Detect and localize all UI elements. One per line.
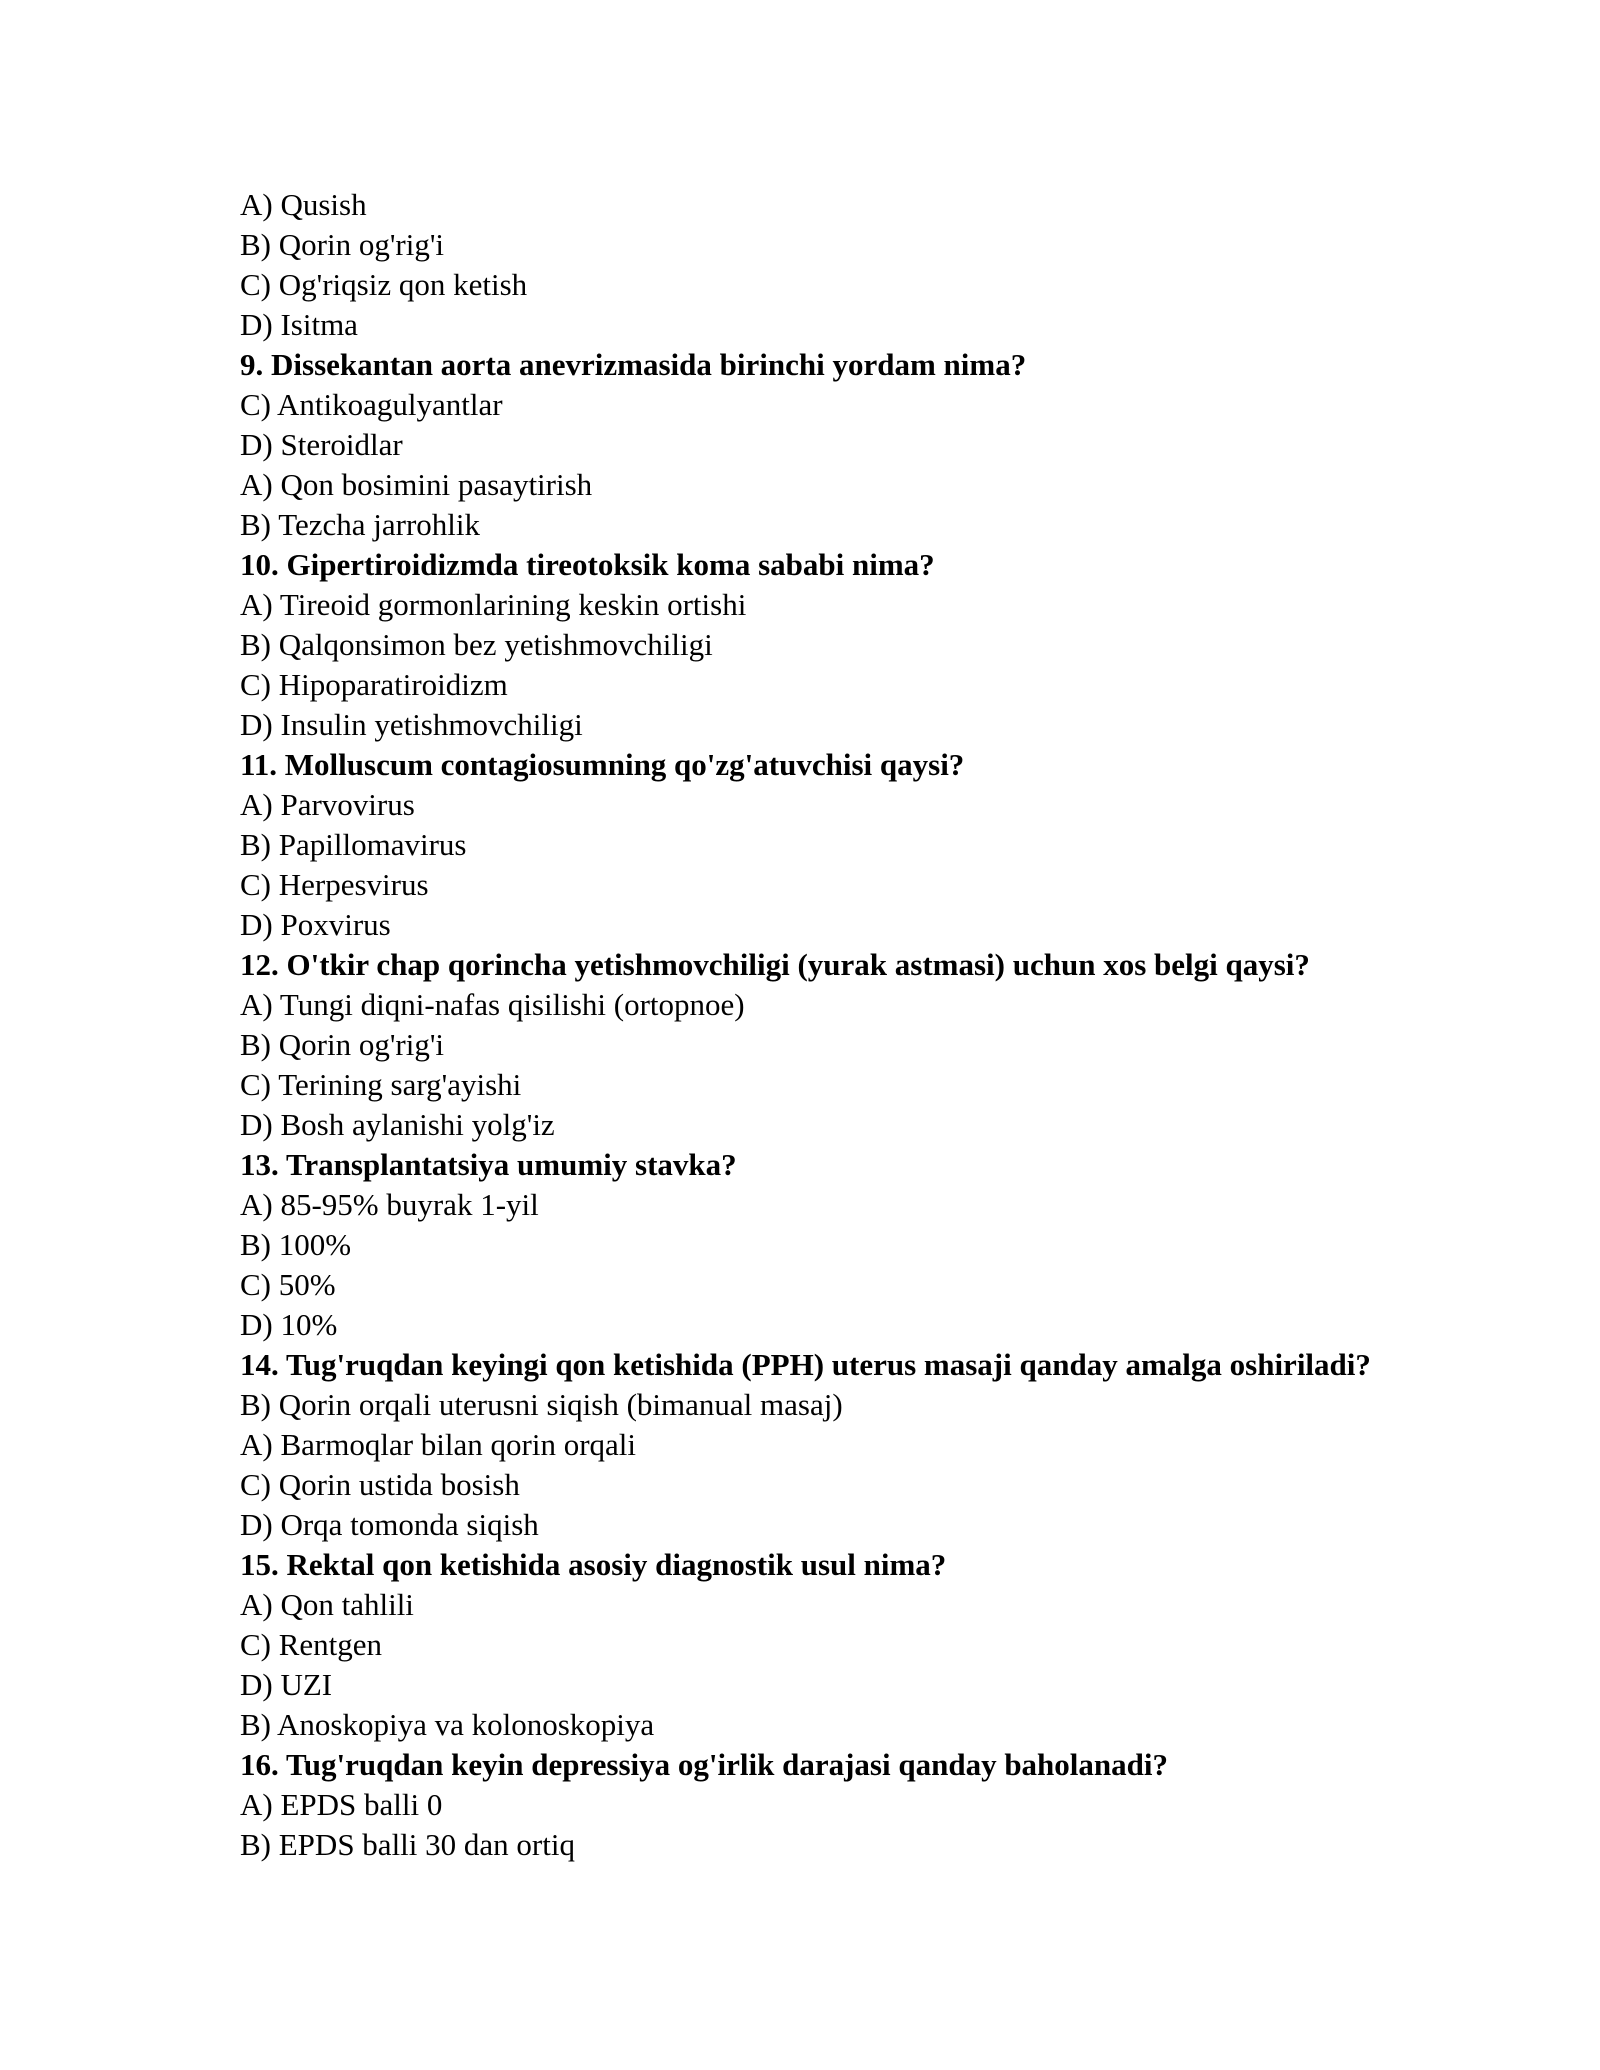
answer-option: A) 85-95% buyrak 1-yil — [240, 1187, 539, 1222]
answer-option: D) UZI — [240, 1667, 333, 1702]
question-text: 10. Gipertiroidizmda tireotoksik koma sababi nima? — [240, 547, 935, 582]
answer-option: B) Qalqonsimon bez yetishmovchiligi — [240, 627, 713, 662]
answer-option: A) Tungi diqni-nafas qisilishi (ortopnoe) — [240, 987, 745, 1022]
question-text: 11. Molluscum contagiosumning qo'zg'atuvchisi qaysi? — [240, 747, 965, 782]
answer-option: B) EPDS balli 30 dan ortiq — [240, 1827, 575, 1862]
answer-option: D) Insulin yetishmovchiligi — [240, 707, 583, 742]
answer-option: C) 50% — [240, 1267, 336, 1302]
answer-option: A) Qon bosimini pasaytirish — [240, 467, 593, 502]
question-text: 15. Rektal qon ketishida asosiy diagnostik usul nima? — [240, 1547, 947, 1582]
answer-option: A) Parvovirus — [240, 787, 415, 822]
answer-option: C) Rentgen — [240, 1627, 383, 1662]
answer-option: C) Qorin ustida bosish — [240, 1467, 520, 1502]
answer-option: B) 100% — [240, 1227, 352, 1262]
answer-option: D) Steroidlar — [240, 427, 403, 462]
question-text: 16. Tug'ruqdan keyin depressiya og'irlik darajasi qanday baholanadi? — [240, 1747, 1169, 1782]
question-text: 9. Dissekantan aorta anevrizmasida birinchi yordam nima? — [240, 347, 1027, 382]
answer-option: B) Qorin orqali uterusni siqish (bimanual masaj) — [240, 1387, 843, 1422]
answer-option: D) Orqa tomonda siqish — [240, 1507, 539, 1542]
answer-option: D) 10% — [240, 1307, 338, 1342]
answer-option: C) Terining sarg'ayishi — [240, 1067, 522, 1102]
answer-option: C) Herpesvirus — [240, 867, 429, 902]
question-text: 12. O'tkir chap qorincha yetishmovchiligi (yurak astmasi) uchun xos belgi qaysi? — [240, 947, 1310, 982]
answer-option: C) Hipoparatiroidizm — [240, 667, 508, 702]
answer-option: B) Qorin og'rig'i — [240, 1027, 445, 1062]
answer-option: D) Bosh aylanishi yolg'iz — [240, 1107, 555, 1142]
answer-option: A) EPDS balli 0 — [240, 1787, 443, 1822]
answer-option: A) Qon tahlili — [240, 1587, 414, 1622]
answer-option: A) Tireoid gormonlarining keskin ortishi — [240, 587, 747, 622]
answer-option: B) Anoskopiya va kolonoskopiya — [240, 1707, 655, 1742]
question-text: 13. Transplantatsiya umumiy stavka? — [240, 1147, 737, 1182]
answer-option: A) Qusish — [240, 187, 367, 222]
answer-option: A) Barmoqlar bilan qorin orqali — [240, 1427, 637, 1462]
answer-option: D) Isitma — [240, 307, 358, 342]
question-text: 14. Tug'ruqdan keyingi qon ketishida (PPH) uterus masaji qanday amalga oshiriladi? — [240, 1347, 1371, 1382]
answer-option: B) Qorin og'rig'i — [240, 227, 445, 262]
answer-option: B) Papillomavirus — [240, 827, 467, 862]
answer-option: C) Og'riqsiz qon ketish — [240, 267, 528, 302]
document-body — [240, 185, 1540, 1865]
answer-option: D) Poxvirus — [240, 907, 391, 942]
answer-option: B) Tezcha jarrohlik — [240, 507, 480, 542]
answer-option: C) Antikoagulyantlar — [240, 387, 503, 422]
